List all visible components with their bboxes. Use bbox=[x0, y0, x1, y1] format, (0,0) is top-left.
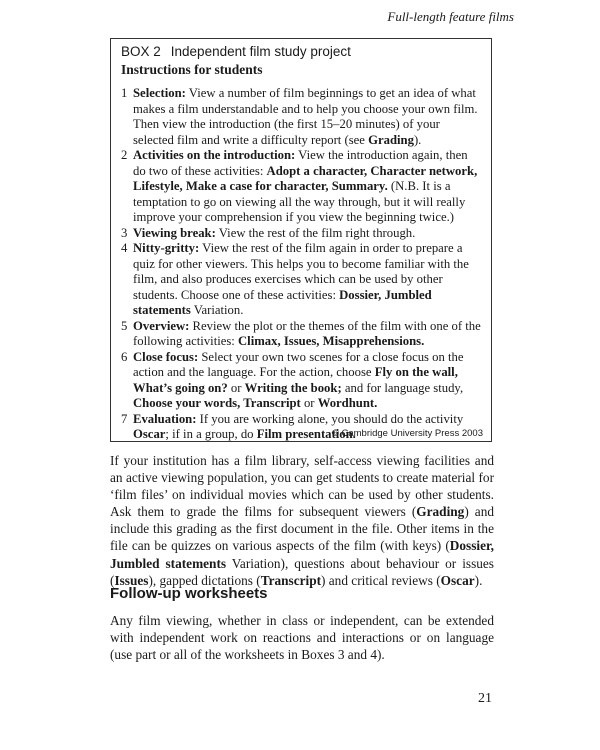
bold-term: Viewing break: bbox=[133, 225, 216, 240]
text-run: (N.B. It is a temptation to go on viewing all the way through, but it will really improve your comprehension if you view the beginning twice.) bbox=[133, 179, 466, 224]
box-header bbox=[121, 44, 483, 59]
item-number: 5 bbox=[121, 318, 128, 333]
instruction-item bbox=[121, 226, 483, 242]
item-text bbox=[133, 148, 483, 226]
instruction-item bbox=[121, 350, 483, 412]
item-text bbox=[133, 319, 483, 350]
bold-term: Grading bbox=[368, 132, 414, 147]
bold-term: Overview: bbox=[133, 318, 190, 333]
text-run: View the rest of the film again in order to prepare a quiz for other viewers. This helps you to become familiar with the film, and also produces exercises which can be used by other students. Choose one of these activities: bbox=[133, 241, 469, 302]
bold-term: Grading bbox=[416, 504, 465, 520]
item-text bbox=[133, 86, 483, 148]
bold-term: Evaluation: bbox=[133, 411, 197, 426]
text-run: Select your own two scenes for a close focus on the action and the language. For the action, choose bbox=[133, 349, 464, 379]
instruction-item bbox=[121, 86, 483, 148]
text-run: View a number of film beginnings to get an idea of what makes a film understandable and to help you choose your own film. Then view the introduction (the first 15–20 minutes) of your selected film and write a difficulty report (see bbox=[133, 86, 478, 147]
item-text bbox=[133, 350, 483, 412]
text-run: or bbox=[300, 396, 318, 410]
bold-term: Climax, Issues, Misapprehensions. bbox=[238, 334, 425, 348]
bold-term: Wordhunt. bbox=[317, 396, 378, 410]
text-run: ) and include this grading as the first document in the file. Other items in the file can be quizzes on various aspects of the film (with keys) ( bbox=[110, 504, 494, 554]
instruction-box bbox=[110, 38, 492, 442]
bold-term: Transcript bbox=[260, 572, 322, 588]
text-run: If you are working alone, you should do the activity bbox=[196, 411, 464, 426]
text-run: ; if in a group, do bbox=[165, 427, 257, 441]
item-number: 2 bbox=[121, 148, 128, 162]
bold-term: Dossier, Jumbled statements bbox=[133, 287, 432, 317]
instruction-list bbox=[121, 86, 483, 443]
page-number: 21 bbox=[478, 691, 492, 706]
bold-term: Film presentation. bbox=[256, 427, 356, 441]
item-text bbox=[133, 226, 483, 242]
bold-term: Dossier, Jumbled statements bbox=[110, 538, 494, 571]
bold-term: Selection: bbox=[133, 86, 186, 100]
item-number: 3 bbox=[121, 225, 128, 240]
item-text bbox=[133, 241, 483, 319]
text-run: Review the plot or the themes of the film with one of the following activities: bbox=[133, 318, 481, 348]
bold-term: Oscar bbox=[440, 572, 475, 588]
box-title: Independent film study project bbox=[170, 44, 351, 59]
copyright-line: © Cambridge University Press 2003 bbox=[331, 428, 483, 439]
text-run: ) and critical reviews ( bbox=[321, 572, 441, 588]
body-paragraph bbox=[110, 452, 494, 589]
text-run: Variation), questions about behaviour or issues ( bbox=[110, 555, 494, 588]
text-run: and for language study, bbox=[341, 380, 464, 395]
followup-paragraph: Any film viewing, whether in class or independent, can be extended with independent work on reactions and interactions or on language (use part or all of the worksheets in Boxes 3 and 4). bbox=[110, 613, 494, 663]
bold-term: Activities on the introduction: bbox=[133, 148, 296, 162]
bold-term: Writing the book; bbox=[244, 380, 342, 395]
text-run: View the rest of the film right through. bbox=[215, 225, 416, 240]
bold-term: Fly on the wall, What’s going on? bbox=[133, 365, 458, 395]
bold-term: Issues bbox=[114, 572, 149, 588]
instruction-item bbox=[121, 241, 483, 319]
section-heading: Follow-up worksheets bbox=[110, 585, 268, 602]
instruction-item bbox=[121, 319, 483, 350]
text-run: If your institution has a film library, self-access viewing facilities and an active viewing population, you can get students to create material for ‘film files’ on individual movies which can be used by other students. Ask them to grade the films for subsequent viewers ( bbox=[110, 453, 494, 520]
text-run: View the introduction again, then do two of these activities: bbox=[133, 148, 468, 178]
text-run: or bbox=[227, 380, 245, 395]
item-number: 6 bbox=[121, 349, 128, 364]
bold-term: Choose your words, Transcript bbox=[133, 396, 301, 410]
running-head: Full-length feature films bbox=[387, 9, 514, 24]
box-number: BOX 2 bbox=[121, 44, 161, 59]
bold-term: Nitty-gritty: bbox=[133, 241, 200, 255]
text-run: ), gapped dictations ( bbox=[148, 572, 261, 588]
box-subtitle: Instructions for students bbox=[121, 62, 263, 77]
text-run: ). bbox=[474, 572, 483, 588]
item-number: 7 bbox=[121, 411, 128, 426]
text-run: Variation. bbox=[190, 303, 244, 317]
instruction-item bbox=[121, 148, 483, 226]
bold-term: Oscar bbox=[133, 427, 166, 441]
text-run: ). bbox=[413, 132, 422, 147]
bold-term: Close focus: bbox=[133, 349, 199, 364]
bold-term: Adopt a character, Character network, Lifestyle, Make a case for character, Summary. bbox=[133, 163, 478, 193]
item-number: 4 bbox=[121, 241, 128, 255]
item-number: 1 bbox=[121, 86, 128, 100]
